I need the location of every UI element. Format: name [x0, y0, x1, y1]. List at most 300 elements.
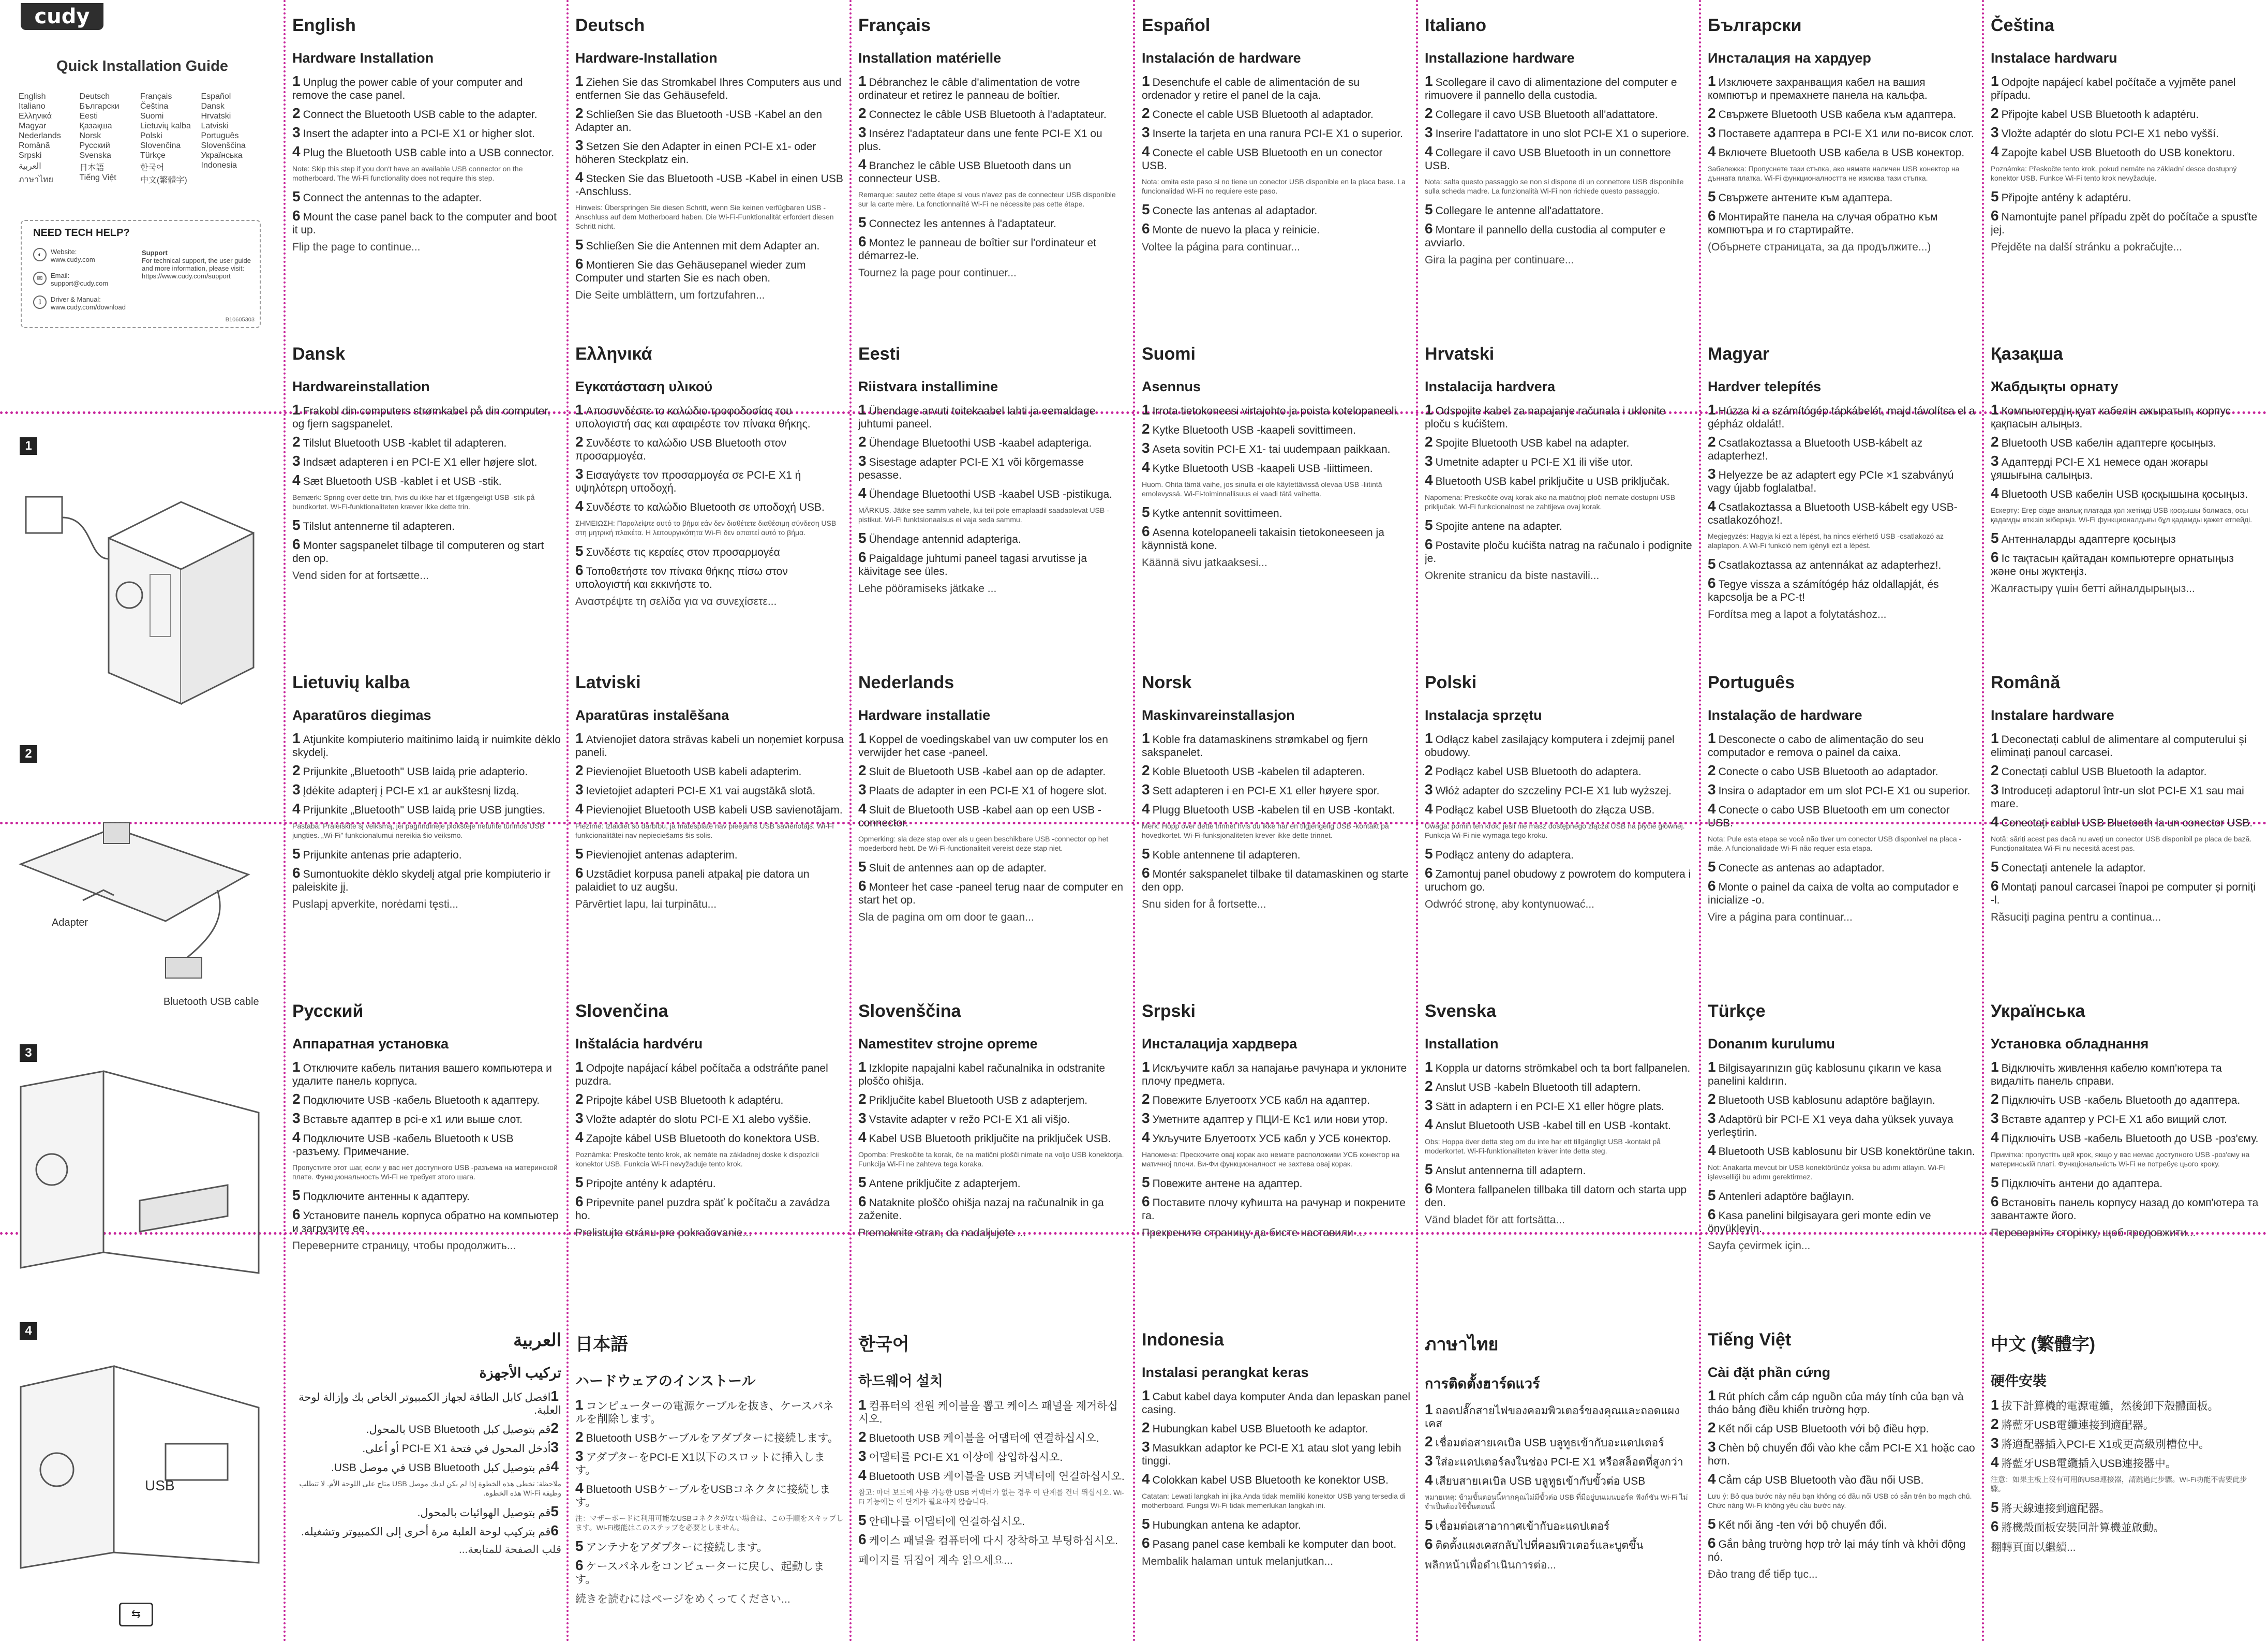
step-number: 4: [1708, 1471, 1716, 1487]
language-index-item: Português: [201, 131, 239, 140]
install-step: [575, 257, 844, 285]
step-number: 6: [1142, 523, 1150, 539]
language-index-item: Italiano: [19, 102, 46, 111]
step-number: 3: [858, 124, 867, 140]
install-step: [1142, 506, 1411, 520]
language-name: Suomi: [1142, 344, 1196, 364]
step-text: Повежите Блуетоотх УСБ кабл на адаптер.: [1152, 1094, 1370, 1106]
step-text: Schließen Sie die Antennen mit dem Adapter an.: [586, 240, 820, 252]
language-name: Latviski: [575, 673, 641, 692]
language-name: English: [292, 16, 356, 35]
step-number: 6: [1991, 1518, 1999, 1534]
install-step: [1142, 802, 1411, 817]
step-number: 2: [858, 762, 867, 778]
step-number: 5: [1142, 201, 1150, 217]
language-index-item: Lietuvių kalba: [140, 122, 191, 130]
step-number: 6: [292, 1206, 301, 1222]
section-title: Hardware-Installation: [575, 50, 718, 66]
step-text: Τοποθετήστε τον πίνακα θήκης πίσω στον υπολογιστή και εκκινήστε το.: [575, 566, 788, 590]
language-index-item: 中文(繁體字): [140, 176, 187, 185]
step-text: Вставьте адаптер в pci-e x1 или выше слот.: [303, 1114, 523, 1126]
step-number: 5: [1142, 1516, 1150, 1532]
step-text: Поставете адаптера в PCI-E X1 или по-висок слот.: [1718, 128, 1974, 140]
step-number: 5: [1991, 858, 1999, 875]
step-text: Sett adapteren i en PCI-E X1 eller høyere spor.: [1152, 785, 1380, 797]
step-text: 將藍牙USB電纜連接到適配器。: [2001, 1419, 2154, 1431]
step-note: Nota: Pule esta etapa se você não tiver um conector USB disponível na placa -mãe. A funcionalidade Wi-Fi não requer esta etapa.: [1708, 835, 1962, 852]
email-link[interactable]: support@cudy.com: [51, 279, 109, 287]
step-text: Montați panoul carcasei înapoi pe computer și porniți -l.: [1991, 881, 2256, 906]
step-text: Priključite kabel Bluetooth USB z adapterjem.: [869, 1094, 1088, 1106]
step-note: Poznámka: Preskočte tento krok, ak nemáte na základnej doske k dispozícii konektor USB. Funkcia Wi-Fi nevyžaduje tento krok.: [575, 1150, 819, 1168]
install-step: [1425, 1403, 1694, 1430]
step-number: 3: [1991, 1435, 1999, 1451]
install-step: [1142, 1440, 1411, 1468]
install-step: [1708, 1389, 1977, 1416]
language-index: [19, 92, 262, 186]
step-text: Podłącz kabel USB Bluetooth do złącza USB.: [1435, 804, 1655, 816]
language-name: العربية: [513, 1330, 561, 1350]
install-step: [292, 107, 561, 121]
section-title: Hardwareinstallation: [292, 379, 430, 394]
step-text: Pievienojiet Bluetooth USB kabeli adapterim.: [586, 766, 802, 778]
section-title: ハードウェアのインストール: [575, 1373, 756, 1389]
step-text: Hubungkan antena ke adaptor.: [1152, 1519, 1301, 1531]
step-text: Mount the case panel back to the computer and boot it up.: [292, 211, 557, 236]
step-number: 3: [1991, 124, 1999, 140]
step-number: 6: [1425, 1536, 1433, 1552]
step-text: Csatlakoztassa a Bluetooth USB-kábelt egy USB-csatlakozóhoz!.: [1708, 501, 1958, 526]
email-row[interactable]: [33, 272, 108, 287]
step-text: Montera fallpanelen tillbaka till datorn och starta upp den.: [1425, 1184, 1687, 1209]
step-text: قم بتوصيل الهوائيات بالمحول.: [417, 1507, 551, 1519]
step-number: 6: [575, 865, 584, 881]
language-name: Deutsch: [575, 16, 645, 35]
install-step: [858, 764, 1127, 778]
step-number: 4: [1425, 143, 1433, 159]
install-step: [292, 473, 561, 488]
step-number: 5: [1991, 1499, 1999, 1515]
step-number: 6: [575, 562, 584, 578]
step-number: 2: [1708, 762, 1716, 778]
section-title: Аппаратная установка: [292, 1036, 449, 1052]
install-step: [1425, 403, 1694, 431]
install-step: [1708, 1536, 1977, 1564]
step-number: 3: [1708, 781, 1716, 797]
language-index-item: English: [19, 92, 46, 101]
step-number: 2: [1708, 105, 1716, 121]
install-step: [1425, 1118, 1694, 1132]
step-number: 6: [575, 1557, 584, 1573]
step-number: 1: [1991, 402, 1999, 418]
language-section: [1142, 16, 1411, 326]
step-text: Sisestage adapter PCI-E X1 või kõrgemasse pesasse.: [858, 456, 1084, 481]
language-name: Magyar: [1708, 344, 1770, 364]
step-number: 5: [292, 846, 301, 862]
install-step: [575, 1092, 844, 1107]
language-name: Slovenščina: [858, 1001, 961, 1021]
step-number: 2: [1425, 1433, 1433, 1449]
step-number: 1: [1142, 1387, 1150, 1403]
step-note: Megjegyzés: Hagyja ki ezt a lépést, ha nincs elérhető USB -csatlakozó az alaplapon. A Wi-Fi funkció nem igényli ezt a lépést.: [1708, 532, 1944, 550]
step-text: Débranchez le câble d'alimentation de votre ordinateur et retirez le panneau de boîtier.: [858, 77, 1080, 101]
website-row[interactable]: [33, 248, 95, 263]
step-text: Свържете Bluetooth USB кабела към адаптера.: [1718, 109, 1957, 121]
language-index-item: Slovenščina: [201, 141, 246, 150]
language-index-item: Norsk: [79, 131, 101, 140]
step-number: 1: [858, 1059, 867, 1075]
step-note: หมายเหตุ: ข้ามขั้นตอนนี้หากคุณไม่มีขั้วต่อ USB ที่มีอยู่บนเมนบอร์ด ฟังก์ชัน Wi-Fi ไม่จำเป็นต้องใช้ขั้นตอนนี้: [1425, 1493, 1688, 1511]
flip-page-text: พลิกหน้าเพื่อดำเนินการต่อ...: [1425, 1559, 1556, 1571]
install-step: [858, 435, 1127, 450]
flip-page-text: Sayfa çevirmek için...: [1708, 1240, 1811, 1252]
step-number: 5: [858, 214, 867, 230]
step-number: 6: [1425, 220, 1433, 236]
step-note: Piezīme: izlaidiet šo darbību, ja mātesplatē nav pieejams USB savienotājs. Wi-Fi funkcionalitātei nav nepieciešams šis solis.: [575, 822, 834, 839]
install-step: [575, 435, 844, 463]
step-text: Свържете антените към адаптера.: [1718, 192, 1893, 204]
step-text: Izklopite napajalni kabel računalnika in odstranite ploščo ohišja.: [858, 1062, 1106, 1087]
install-step: [1708, 467, 1977, 495]
install-step: [575, 1131, 844, 1145]
step-text: Csatlakoztassa az antennákat az adapterhez!.: [1718, 559, 1942, 571]
step-number: 6: [292, 208, 301, 224]
step-number: 2: [1708, 1091, 1716, 1107]
step-text: Odspojite kabel za napajanje računala i uklonite ploču s kućištem.: [1425, 405, 1666, 430]
step-number: 5: [1708, 1187, 1716, 1203]
step-number: 3: [292, 453, 301, 469]
section-title: Instalacja sprzętu: [1425, 707, 1542, 723]
step-number: 1: [1991, 1059, 1999, 1075]
step-number: 5: [858, 1512, 867, 1528]
language-section: [292, 16, 561, 326]
install-step: [1425, 847, 1694, 862]
install-step: [292, 1389, 561, 1417]
step-text: Conecte las antenas al adaptador.: [1152, 205, 1318, 217]
install-step: [1708, 576, 1977, 604]
section-title: Installazione hardware: [1425, 50, 1575, 66]
step-number: 5: [575, 1538, 584, 1554]
step-text: 컴퓨터의 전원 케이블을 뽑고 케이스 패널을 제거하십시오.: [858, 1400, 1118, 1425]
step-text: Odłącz kabel zasilający komputera i zdejmij panel obudowy.: [1425, 734, 1675, 759]
step-number: 4: [1708, 801, 1716, 817]
step-note: 注：マザーボードに利用可能なUSBコネクタがない場合は、この手順をスキップします。Wi-Fi機能はこのステップを必要としません。: [575, 1514, 844, 1532]
step-number: 5: [1991, 188, 1999, 204]
flip-page-icon: ⇆: [119, 1603, 153, 1626]
step-number: 4: [1991, 813, 1999, 830]
step-number: 6: [1142, 1535, 1150, 1551]
step-number: 1: [550, 1388, 559, 1404]
step-note: Ескерту: Егер сізде аналық платада қол жетімді USB қосқышы болмаса, осы қадамды өткізіп жіберіңіз. Wi-Fi функционалдығы бұл қадамды қажет етпейді.: [1991, 506, 2252, 524]
step-number: 5: [858, 530, 867, 546]
adapter-drawing: [10, 807, 279, 1004]
install-step: [1708, 1421, 1977, 1435]
install-step: [575, 238, 844, 253]
language-section: [1425, 344, 1694, 655]
step-note: 참고: 마더 보드에 사용 가능한 USB 커넥터가 없는 경우 이 단계를 건너 뛰십시오. Wi-Fi 기능에는 이 단계가 필요하지 않습니다.: [858, 1488, 1124, 1506]
language-index-item: Dansk: [201, 102, 225, 111]
install-step: [1425, 1182, 1694, 1209]
install-step: [575, 1559, 844, 1586]
step-text: افصل كابل الطاقة لجهاز الكمبيوتر الخاص بك وإزالة لوحة العلبة.: [299, 1392, 561, 1416]
step-number: 4: [1142, 143, 1150, 159]
step-number: 6: [1425, 536, 1433, 552]
language-index-item: Polski: [140, 131, 162, 140]
document-code: B10605303: [225, 317, 255, 323]
website-link[interactable]: www.cudy.com: [51, 256, 95, 263]
step-number: 2: [1142, 421, 1150, 437]
step-number: 1: [1425, 402, 1433, 418]
section-title: تركيب الأجهزة: [479, 1365, 561, 1381]
step-text: Εισαγάγετε τον προσαρμογέα σε PCI-E X1 ή υψηλότερη υποδοχή.: [575, 469, 801, 494]
section-title: 하드웨어 설치: [858, 1373, 943, 1389]
step-number: 4: [1991, 485, 1999, 501]
step-text: Tegye vissza a számítógép ház oldallapját, és kapcsolja be a PC-t!: [1708, 579, 1939, 603]
step-number: 1: [1708, 1387, 1716, 1403]
section-title: Hardware Installation: [292, 50, 434, 66]
install-step: [1708, 435, 1977, 463]
install-step: [292, 1092, 561, 1107]
step-text: Frakobl din computers strømkabel på din computer, og fjern sagspanelet.: [292, 405, 551, 430]
install-step: [292, 190, 561, 204]
install-step: [1708, 1144, 1977, 1158]
step-text: 안테나를 어댑터에 연결하십시오.: [869, 1516, 1025, 1528]
install-step: [1142, 461, 1411, 475]
install-step: [292, 1524, 561, 1538]
step-text: Sumontuokite dėklo skydelį atgal prie kompiuterio ir paleiskite jį.: [292, 868, 551, 893]
step-text: Bilgisayarınızın güç kablosunu çıkarın ve kasa panelini kaldırın.: [1708, 1062, 1942, 1087]
step-number: 6: [1708, 878, 1716, 894]
step-number: 4: [1425, 1116, 1433, 1132]
install-step: [1425, 1099, 1694, 1113]
step-text: Підключіть USB -кабель Bluetooth до USB -роз'єму.: [2001, 1133, 2259, 1145]
install-step: [575, 467, 844, 495]
section-title: Installation matérielle: [858, 50, 1002, 66]
install-step: [1142, 107, 1411, 121]
flip-page-text: Gira la pagina per continuare...: [1425, 254, 1574, 266]
install-step: [858, 486, 1127, 501]
step-number: 4: [1142, 1129, 1150, 1145]
language-section: [858, 16, 1127, 326]
step-text: Įdėkite adapterį į PCI-E x1 ar aukštesnį lizdą.: [303, 785, 519, 797]
language-section: [575, 16, 844, 326]
step-number: 3: [858, 1110, 867, 1126]
step-text: 將天線連接到適配器。: [2001, 1503, 2110, 1515]
step-text: Inserire l'adattatore in uno slot PCI-E X1 o superiore.: [1435, 128, 1690, 140]
install-step: [1142, 441, 1411, 456]
step-number: 1: [575, 730, 584, 746]
step-text: Вставте адаптер у PCI-E X1 або вищий слот.: [2001, 1114, 2228, 1126]
step-text: Monte de nuevo la placa y reinicie.: [1152, 224, 1320, 236]
step-note: Huom. Ohita tämä vaihe, jos sinulla ei ole käytettävissä olevaa USB -liitintä emolevyssä. Wi-Fi-toiminnallisuus ei vaadi tätä vaihetta.: [1142, 480, 1382, 498]
install-step: [292, 126, 561, 140]
install-step: [1991, 486, 2260, 501]
step-note: Notă: săriți acest pas dacă nu aveți un conector USB disponibil pe placa de bază. Funcționalitatea Wi-Fi nu necesită acest pas.: [1991, 835, 2252, 852]
step-number: 2: [1425, 105, 1433, 121]
step-text: Nataknite ploščo ohišja nazaj na računalnik in ga zaženite.: [858, 1197, 1104, 1222]
install-step: [1991, 1060, 2260, 1088]
step-number: 6: [858, 549, 867, 565]
install-step: [1142, 525, 1411, 552]
step-number: 5: [1708, 188, 1716, 204]
install-step: [575, 1449, 844, 1477]
step-number: 5: [550, 1503, 559, 1519]
install-step: [858, 1430, 1127, 1445]
step-text: Pripojte kábel USB Bluetooth k adaptéru.: [586, 1094, 784, 1106]
language-name: Türkçe: [1708, 1001, 1766, 1021]
step-text: Συνδέστε το καλώδιο Bluetooth σε υποδοχή USB.: [586, 501, 825, 513]
language-section: [1991, 16, 2260, 326]
step-number: 3: [1708, 124, 1716, 140]
step-text: أدخل المحول في فتحة PCI-E X1 أو أعلى.: [362, 1443, 551, 1455]
step-number: 1: [1708, 1059, 1716, 1075]
step-note: Napomena: Preskočite ovaj korak ako na matičnoj ploči nemate dostupni USB priključak. Wi-Fi funkcionalnost ne zahtijeva ovaj korak.: [1425, 493, 1676, 511]
language-index-item: Magyar: [19, 122, 47, 130]
language-name: Dansk: [292, 344, 346, 364]
language-section: [575, 344, 844, 655]
step-text: Koppla ur datorns strömkabel och ta bort fallpanelen.: [1435, 1062, 1691, 1074]
step-text: Setzen Sie den Adapter in einen PCI-E x1- oder höheren Steckplatz ein.: [575, 141, 816, 166]
install-step: [1991, 815, 2260, 830]
step-number: 6: [1142, 865, 1150, 881]
pc-case-drawing: [10, 466, 279, 714]
step-number: 5: [292, 188, 301, 204]
step-number: 2: [1991, 1416, 1999, 1432]
step-number: 1: [1708, 730, 1716, 746]
step-number: 5: [858, 1174, 867, 1190]
step-text: Ühendage antennid adapteriga.: [869, 534, 1021, 545]
illustration-usb-connect: [10, 1356, 279, 1573]
step-number: 5: [1425, 517, 1433, 533]
language-index-item: Nederlands: [19, 131, 61, 140]
install-step: [292, 145, 561, 159]
cable-label: Bluetooth USB cable: [163, 996, 259, 1008]
install-step: [1708, 802, 1977, 830]
language-index-item: Română: [19, 141, 50, 150]
step-text: เชื่อมต่อสายเคเบิล USB บลูทูธเข้ากับอะแดปเตอร์: [1435, 1437, 1664, 1449]
flip-page-text: Vend siden for at fortsætte...: [292, 570, 429, 582]
install-step: [1991, 1112, 2260, 1126]
step-text: ถอดปลั๊กสายไฟของคอมพิวเตอร์ของคุณและถอดแผงเคส: [1425, 1405, 1680, 1430]
step-text: Bluetooth USB 케이블을 USB 커넥터에 연결하십시오.: [869, 1471, 1125, 1483]
section-title: Instalace hardwaru: [1991, 50, 2117, 66]
install-step: [575, 75, 844, 102]
language-section: [1142, 673, 1411, 983]
install-step: [575, 403, 844, 431]
section-title: Instalación de hardware: [1142, 50, 1301, 66]
step-text: Antenleri adaptöre bağlayın.: [1718, 1191, 1855, 1203]
download-icon: ⇩: [33, 295, 47, 309]
step-number: 5: [1142, 504, 1150, 520]
step-number: 1: [858, 730, 867, 746]
install-step: [1991, 1131, 2260, 1145]
step-number: 3: [575, 466, 584, 482]
install-step: [1425, 473, 1694, 488]
install-step: [858, 879, 1127, 907]
step-text: Odpojte napájací kábel počítača a odstráňte panel puzdra.: [575, 1062, 828, 1087]
language-name: Slovenčina: [575, 1001, 668, 1021]
flip-page-text: Odwróć stronę, aby kontynuować...: [1425, 898, 1594, 910]
language-index-item: Українська: [201, 151, 243, 160]
install-step: [575, 802, 844, 817]
step-number: 5: [292, 517, 301, 533]
section-title: Installation: [1425, 1036, 1499, 1052]
step-text: Rút phích cắm cáp nguồn của máy tính của bạn và tháo bảng điều khiển trường hợp.: [1708, 1391, 1964, 1416]
step-text: Pripevnite panel puzdra späť k počítaču a zavádza ho.: [575, 1197, 830, 1222]
step-text: Kytke Bluetooth USB -kaapeli USB -liittimeen.: [1152, 463, 1373, 475]
flip-page-text: Pārvērtiet lapu, lai turpinātu...: [575, 898, 717, 910]
install-step: [292, 1441, 561, 1455]
install-step: [858, 403, 1127, 431]
step-number: 4: [1708, 143, 1716, 159]
step-note: Poznámka: Přeskočte tento krok, pokud nemáte na základní desce dostupný konektor USB. Funkce Wi-Fi tento krok nevyžaduje.: [1991, 165, 2237, 182]
illustration-insert-adapter: [10, 1066, 279, 1283]
step-text: قم بتركيب لوحة العلبة مرة أخرى إلى الكمبيوتر وتشغيله.: [301, 1526, 551, 1538]
install-step: [575, 764, 844, 778]
step-text: Kết nối ăng -ten với bộ chuyển đổi.: [1718, 1519, 1887, 1531]
driver-link[interactable]: www.cudy.com/download: [51, 303, 126, 311]
install-step: [858, 1533, 1127, 1547]
step-number: 2: [1142, 105, 1150, 121]
step-note: ملاحظة: تخطى هذه الخطوة إذا لم يكن لديك موصل USB متاح على اللوحة الأم. لا تتطلب وظيفة Wi-Fi هذه الخطوة.: [299, 1479, 561, 1497]
step-number: 3: [1142, 440, 1150, 456]
step-text: Zapojte kábel USB Bluetooth do konektora USB.: [586, 1133, 820, 1145]
step-text: Установите панель корпуса обратно на компьютер и загрузите ее.: [292, 1210, 559, 1235]
install-step: [1991, 435, 2260, 450]
install-step: [1142, 1060, 1411, 1088]
step-text: Включете Bluetooth USB кабела в USB конектор.: [1718, 147, 1965, 159]
step-text: Aseta sovitin PCI-E X1- tai uudempaan paikkaan.: [1152, 443, 1391, 455]
install-step: [1142, 1195, 1411, 1222]
step-text: Tilslut Bluetooth USB -kablet til adapteren.: [303, 437, 507, 449]
step-text: قم بتوصيل كبل USB Bluetooth بالمحول.: [366, 1424, 551, 1435]
step-number: 1: [1425, 1059, 1433, 1075]
flip-page-text: Переверните страницу, чтобы продолжить...: [292, 1240, 516, 1252]
step-text: Vložte adaptér do slotu PCI-E X1 nebo vyšší.: [2001, 128, 2219, 140]
step-text: Vložte adaptér do slotu PCI-E X1 alebo vyššie.: [586, 1114, 811, 1126]
section-title: Asennus: [1142, 379, 1201, 394]
install-step: [1708, 75, 1977, 102]
step-text: Συνδέστε τις κεραίες στον προσαρμογέα: [586, 546, 780, 558]
step-note: Пропустите этот шаг, если у вас нет доступного USB -разъема на материнской плате. Функциональность Wi-Fi не требует этого шага.: [292, 1163, 558, 1181]
step-number: 1: [292, 1059, 301, 1075]
step-text: Montieren Sie das Gehäusepanel wieder zum Computer und starten Sie es nach oben.: [575, 259, 806, 284]
flip-page-text: Voltee la página para continuar...: [1142, 241, 1300, 253]
step-number: 5: [575, 236, 584, 253]
step-note: Not: Anakarta mevcut bir USB konektörünüz yoksa bu adımı atlayın. Wi-Fi işlevselliği bu adımı gerektirmez.: [1708, 1163, 1945, 1181]
install-step: [858, 1469, 1127, 1483]
language-name: Română: [1991, 673, 2061, 692]
step-text: Kasa panelini bilgisayara geri monte edin ve önyükleyin.: [1708, 1210, 1931, 1235]
step-text: Koppel de voedingskabel van uw computer los en verwijder het case -paneel.: [858, 734, 1108, 759]
language-section: [575, 1001, 844, 1312]
language-index-item: ภาษาไทย: [19, 175, 54, 184]
install-step: [1425, 1473, 1694, 1488]
step-number: 4: [1708, 498, 1716, 514]
step-number: 6: [858, 1531, 867, 1547]
install-step: [858, 1131, 1127, 1145]
language-index-item: Latviski: [201, 122, 229, 130]
install-step: [575, 1060, 844, 1088]
step-note: Obs: Hoppa över detta steg om du inte har ett tillgängligt USB -kontakt på moderkortet. Wi-Fi-funktionaliteten kräver inte detta steg.: [1425, 1137, 1661, 1155]
install-step: [1708, 403, 1977, 431]
illustration-unplug-power: [10, 466, 279, 714]
step-number: 1: [1991, 1397, 1999, 1413]
install-step: [1991, 1092, 2260, 1107]
driver-row[interactable]: [33, 295, 126, 311]
step-number: 3: [292, 781, 301, 797]
install-step: [575, 1482, 844, 1509]
